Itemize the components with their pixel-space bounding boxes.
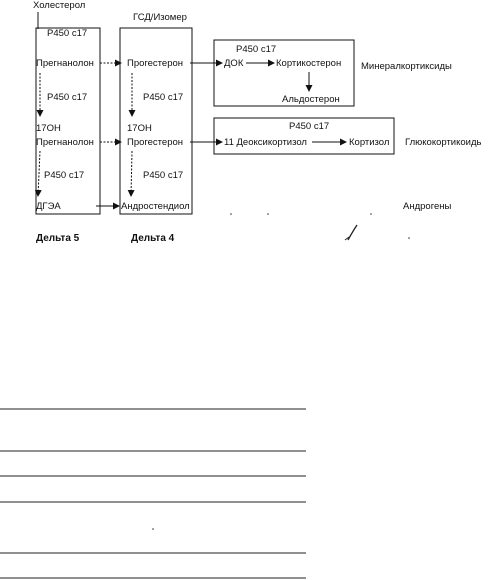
scan-dot — [152, 528, 154, 530]
arrow-17oh-pregnenolone-down — [38, 151, 40, 196]
node-11-deoxycortisol: 11 Деоксикортизол — [224, 137, 307, 148]
enzyme-label: P450 c17 — [44, 170, 85, 181]
output-mineralocorticoids: Минералкортиксиды — [361, 61, 452, 72]
scan-dot — [267, 213, 269, 215]
scan-mark — [348, 225, 357, 240]
enzyme-label: P450 c17 — [143, 170, 184, 181]
node-17oh-b: 17ОН — [127, 123, 152, 134]
output-glucocorticoids: Глюкокортикоидь — [405, 137, 482, 148]
node-pregnenolone: Прегнанолон — [36, 58, 94, 69]
scan-dot — [230, 213, 232, 215]
enzyme-label: P450 c17 — [47, 28, 88, 39]
scan-dot — [370, 213, 372, 215]
label-delta5: Дельта 5 — [36, 233, 80, 244]
node-androstenediol: Андростендиол — [121, 201, 190, 212]
node-17oh-progesterone: Прогестерон — [127, 137, 184, 148]
enzyme-label: P450 c17 — [236, 44, 277, 55]
enzyme-label: P450 c17 — [289, 121, 330, 132]
node-aldosterone: Альдостерон — [282, 94, 340, 105]
node-gsd-isomer: ГСД/Изомер — [133, 12, 187, 23]
delta5-column-box — [36, 28, 100, 214]
node-progesterone: Прогестерон — [127, 58, 184, 69]
node-cholesterol: Холестерол — [33, 0, 86, 11]
node-cortisol: Кортизол — [349, 137, 390, 148]
node-corticosterone: Кортикостерон — [276, 58, 342, 69]
node-17oh-a: 17ОН — [36, 123, 61, 134]
arrow-17oh-progesterone-down — [131, 151, 132, 196]
node-doc: ДОК — [224, 58, 244, 69]
empty-table — [0, 409, 306, 578]
enzyme-label: P450 c17 — [47, 92, 88, 103]
label-delta4: Дельта 4 — [131, 233, 175, 244]
output-androgens: Андрогены — [403, 201, 452, 212]
scan-dot — [408, 237, 410, 239]
enzyme-label: P450 c17 — [143, 92, 184, 103]
node-17oh-pregnenolone: Прегнанолон — [36, 137, 94, 148]
node-dhea: ДГЭА — [36, 201, 61, 212]
